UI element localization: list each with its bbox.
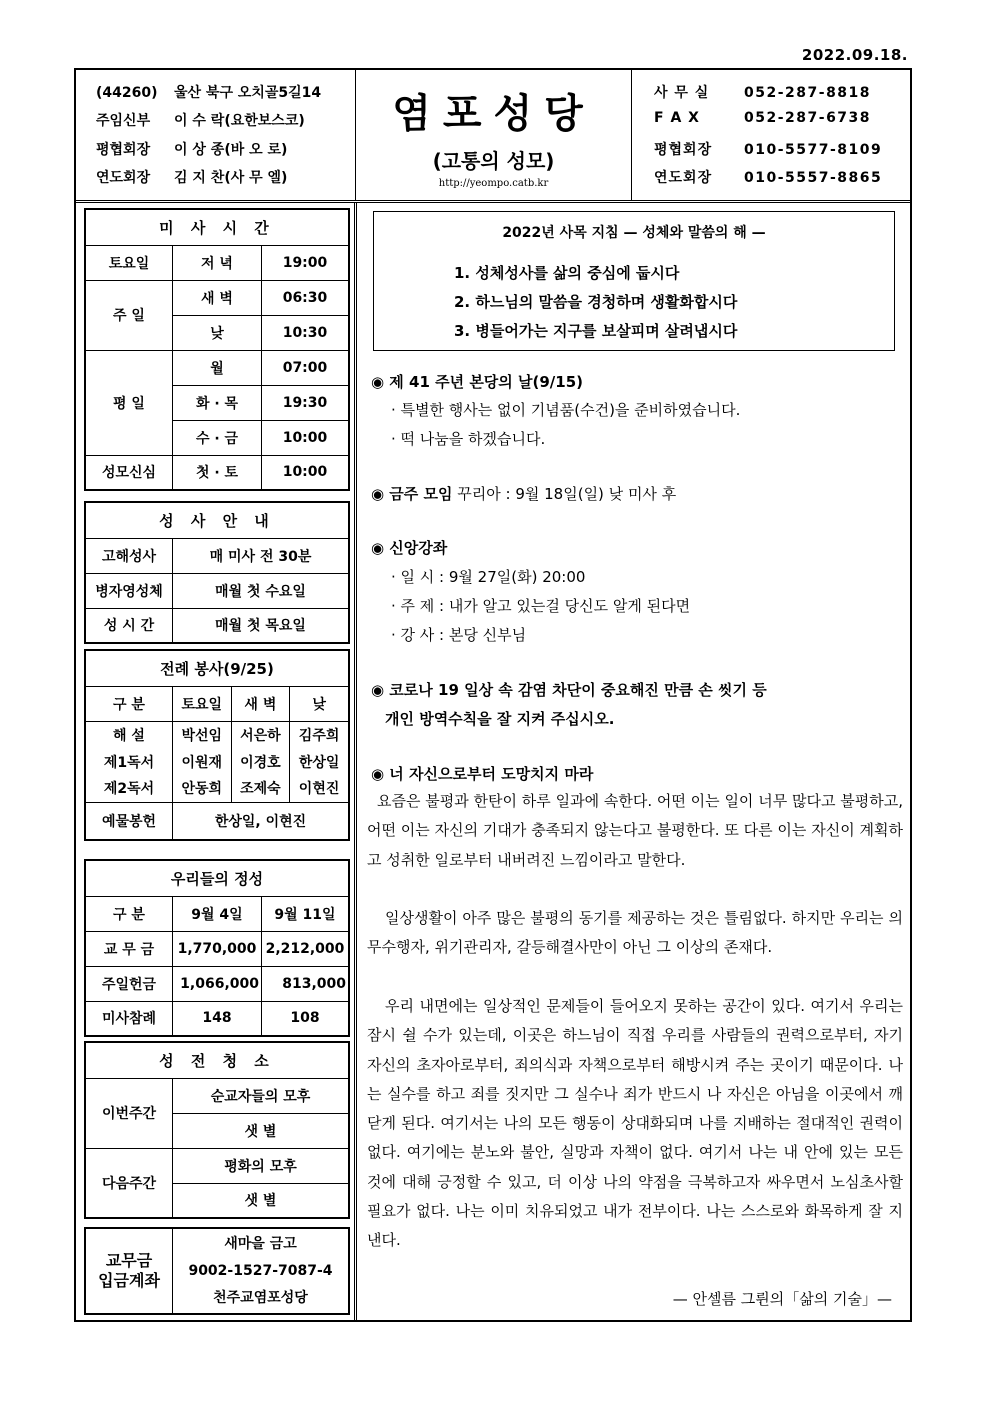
header-left-info — [76, 70, 356, 200]
address-row: (44260) 울산 북구 오치골5길14 — [96, 85, 322, 101]
reflection-title: ◉ 너 자신으로부터 도망치지 마라 — [371, 765, 594, 783]
notice-bullet: · 특별한 행사는 없이 기념품(수건)을 준비하였습니다. — [391, 401, 741, 419]
header-contacts — [632, 70, 910, 200]
account-holder: 천주교염포성당 — [213, 1289, 308, 1306]
prayer-row: 연도회장 김 지 찬(사 무 엘) — [96, 170, 288, 186]
header-title-block — [356, 70, 632, 200]
sacrament-table: 성 사 안 내 고해성사 매 미사 전 30분 병자영성체 매월 첫 수요일 성 시 간 매월 첫 목요일 — [84, 501, 350, 644]
reflection-paragraph: 일상생활이 아주 많은 불평의 동기를 제공하는 것은 틀림없다. 하지만 우리는 의무수행자, 위기관리자, 갈등해결사만이 아닌 그 이상의 존재다. — [367, 909, 903, 957]
motto-item: 2. 하느님의 말씀을 경청하며 생활화합시다 — [454, 293, 738, 311]
motto-title: 2022년 사목 지침 — 성체와 말씀의 해 — — [502, 225, 766, 241]
council-phone-row: 평협회장 010-5577-8109 — [654, 142, 883, 158]
notice-bullet: · 일 시 : 9월 27일(화) 20:00 — [391, 568, 586, 586]
reflection-paragraph: 우리 내면에는 일상적인 문제들이 들어오지 못하는 공간이 있다. 여기서 우리는 잠시 쉴 수가 있는데, 이곳은 하느님이 직접 우리를 사람들의 권력으로부터, 자기 자신의 초자아로부터, 죄의식과 자책으로부터 해방시켜 주는 곳이기 때문이다. 나는 실수를 하고 죄를 짓지만 그 실수나 죄가 반드시 나 자신은 아님을 이곳에서 깨닫게 된다. 여기서는 나의 모든 행동이 상대화되며 나를 지배하는 절대적인 권력이 없다. 여기에는 분노와 불안, 실망과 자책이 없다. 여기서 나는 내 안에 있는 모든 것에 대해 긍정할 수 있고, 더 이상 나의 약점을 극복하고자 싸우면서 노심초사할 필요가 없다. 나는 이미 치유되었고 내가 전부이다. 나는 스스로와 화목하게 잘 지낸다. — [367, 997, 903, 1250]
motto-item: 3. 병들어가는 지구를 보살피며 살려냅시다 — [454, 322, 738, 340]
notice-meeting: ◉ 금주 모임 꾸리아 : 9월 18일(일) 낮 미사 후 — [371, 485, 677, 503]
prayer-phone-row: 연도회장 010-5557-8865 — [654, 170, 883, 186]
notice-anniversary-title: ◉ 제 41 주년 본당의 날(9/15) — [371, 373, 584, 391]
reflection-source: — 안셀름 그륀의「삶의 기술」— — [672, 1290, 892, 1308]
mass-schedule-table: 미 사 시 간 토요일 저 녁 19:00 주 일 새 벽 06:30 낮 10:30 평 일 월 07:00 화 · 목 19:30 수 · 금 10:00 성모신심 첫 · 토 10:00 — [84, 208, 350, 491]
notice-lecture-title: ◉ 신앙강좌 — [371, 539, 448, 557]
account-label-2: 입금계좌 — [98, 1271, 160, 1290]
fax-row: F A X 052-287-6738 — [654, 110, 872, 126]
notice-covid-line-2: 개인 방역수칙을 잘 지켜 주십시오. — [385, 710, 615, 728]
account-number: 9002-1527-7087-4 — [188, 1262, 333, 1279]
bulletin-page — [74, 68, 912, 1322]
church-subtitle: (고통의 성모) — [432, 149, 555, 173]
bank-name: 새마을 금고 — [224, 1235, 297, 1252]
right-column — [357, 203, 910, 1320]
motto-item: 1. 성체성사를 삶의 중심에 둡시다 — [454, 264, 680, 282]
office-phone-row: 사 무 실 052-287-8818 — [654, 85, 872, 101]
account-table — [84, 1227, 350, 1315]
church-name: 염포성당 — [392, 91, 595, 137]
left-column — [76, 203, 357, 1320]
notice-covid-line-1: ◉ 코로나 19 일상 속 감염 차단이 중요해진 만큼 손 씻기 등 — [371, 681, 767, 699]
header — [76, 70, 910, 203]
pastoral-motto-box — [373, 211, 895, 351]
notice-bullet: · 주 제 : 내가 알고 있는걸 당신도 알게 된다면 — [391, 597, 691, 615]
reflection-paragraph: 요즘은 불평과 한탄이 하루 일과에 속한다. 어떤 이는 일이 너무 많다고 불평하고, 어떤 이는 자신의 기대가 충족되지 않는다고 불평한다. 또 다른 이는 자신이 계획하고 성취한 일로부터 내버려진 느낌이라고 말한다. — [367, 792, 903, 869]
account-label-1: 교무금 — [105, 1251, 153, 1270]
council-row: 평협회장 이 상 종(바 오 로) — [96, 142, 288, 158]
notice-bullet: · 떡 나눔을 하겠습니다. — [391, 430, 546, 448]
church-url[interactable]: http://yeompo.catb.kr — [438, 178, 549, 189]
liturgy-service-table: 전례 봉사(9/25) 구 분 토요일 새 벽 낮 해 설 박선임 서은하 김주희 제1독서 이원재 이경호 한상일 제2독서 안동희 조제숙 이현진 예물봉헌 한상일, 이현진 — [84, 649, 350, 841]
donation-table: 우리들의 정성 구 분 9월 4일 9월 11일 교 무 금 1,770,000 2,212,000 주일헌금 1,066,000 813,000 미사참례 148 108 — [84, 859, 350, 1037]
cleaning-table: 성 전 청 소 이번주간 순교자들의 모후 샛 별 다음주간 평화의 모후 샛 별 — [84, 1041, 350, 1219]
pastor-row: 주임신부 이 수 락(요한보스코) — [96, 113, 305, 129]
notice-bullet: · 강 사 : 본당 신부님 — [391, 626, 527, 644]
bulletin-date: 2022.09.18. — [801, 46, 908, 64]
